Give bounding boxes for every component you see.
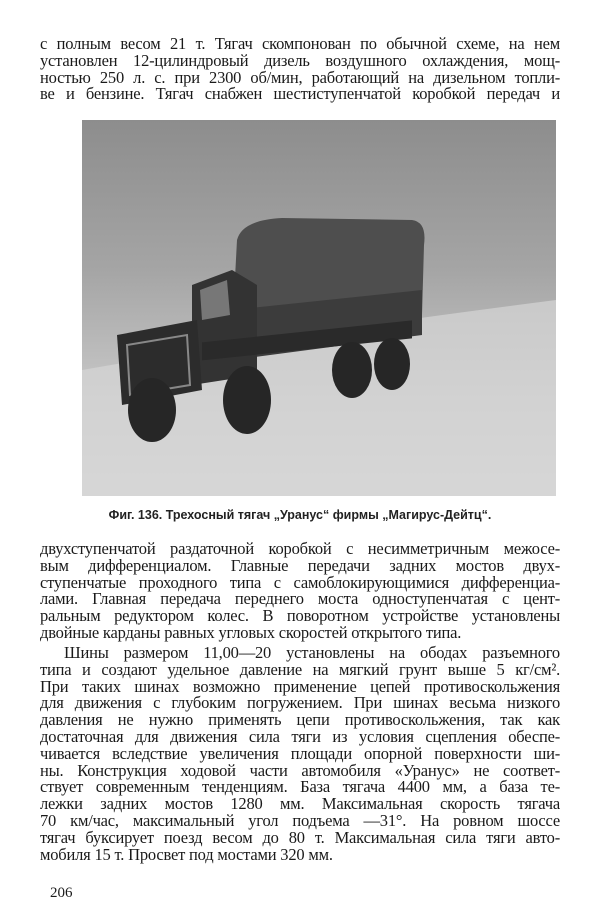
text-line: тягач буксирует поезд весом до 80 т. Максимальная сила тяги авто-: [40, 827, 560, 847]
text-line: установлен 12-цилиндровый дизель воздушного охлаждения, мощ-: [40, 50, 560, 70]
text-line: вым дифференциалом. Главные передачи задних мостов двух-: [40, 555, 560, 575]
text-line: двухступенчатой раздаточной коробкой с несимметричным межосе-: [40, 539, 560, 558]
text-line: достаточная для движения сила тяги из условия сцепления обеспе-: [40, 726, 560, 746]
text-line: двойные карданы равных угловых скоростей открытого типа.: [40, 622, 462, 642]
text-line: типа и создают удельное давление на мягкий грунт выше 5 кг/см².: [40, 659, 560, 679]
text-line: ве и бензине. Тягач снабжен шестиступенчатой коробкой передач и: [40, 84, 560, 104]
text-line: мобиля 15 т. Просвет под мостами 320 мм.: [40, 844, 333, 864]
paragraph-mid: [40, 541, 560, 642]
paragraph-top: [40, 36, 560, 103]
text-line: При таких шинах возможно применение цепей противоскольжения: [40, 676, 560, 696]
text-line: лами. Главная передача переднего моста одноступенчатая с цент-: [40, 589, 560, 609]
text-line: лежки задних мостов 1280 мм. Максимальная скорость тягача: [40, 794, 560, 814]
text-line: Шины размером 11,00—20 установлены на ободах разъемного: [64, 643, 560, 662]
truck-photo: [82, 120, 556, 496]
text-line: ральным редуктором колес. В поворотном устройстве установлены: [40, 606, 560, 626]
text-line: давления не нужно применять цепи противоскольжения, так как: [40, 710, 560, 730]
text-line: с полным весом 21 т. Тягач скомпонован по обычной схеме, на нем: [40, 34, 560, 53]
text-line: 70 км/час, максимальный угол подъема —31°. На ровном шоссе: [40, 810, 560, 830]
text-line: ностью 250 л. с. при 2300 об/мин, работающий на дизельном топли-: [40, 67, 560, 87]
paragraph-bottom: [40, 645, 560, 863]
text-line: ствует современным тенденциям. База тягача 4400 мм, а база те-: [40, 777, 560, 797]
text-line: чивается вследствие увеличения площади опорной поверхности ши-: [40, 743, 560, 763]
text-line: ступенчатые проходного типа с самоблокирующимися дифференциа-: [40, 572, 560, 592]
page-number: 206: [50, 885, 73, 901]
text-line: для движения с глубоким погружением. При шинах весьма низкого: [40, 693, 560, 713]
figure-caption: Фиг. 136. Трехосный тягач „Уранус“ фирмы „Магирус-Дейтц“.: [108, 508, 492, 522]
text-line: ны. Конструкция ходовой части автомобиля «Уранус» не соответ-: [40, 760, 560, 780]
